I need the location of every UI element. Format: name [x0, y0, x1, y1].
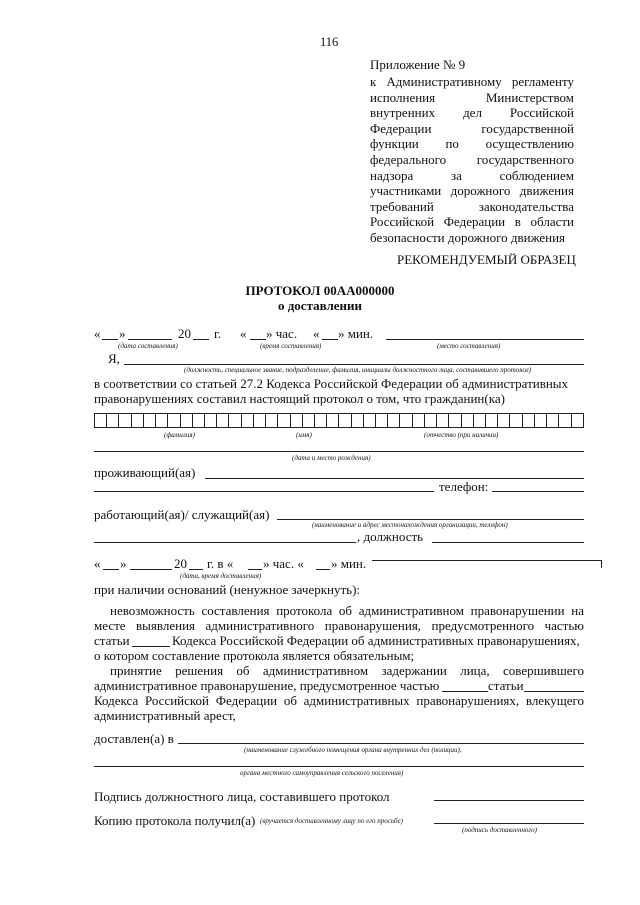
signature-official-label: Подпись должностного лица, составившего протокол	[94, 789, 390, 804]
delivery-hour-label: » час. «	[263, 556, 304, 571]
residing-field[interactable]	[205, 478, 584, 479]
appendix-line: надзора за соблюдением	[370, 167, 574, 183]
working-label: работающий(ая)/ служащий(ая)	[94, 507, 270, 522]
delivered-field[interactable]	[178, 743, 584, 744]
appendix-line: требований законодательства	[370, 198, 574, 214]
copy-received-label: Копию протокола получил(а)	[94, 813, 256, 828]
caption-birth: (дата и место рождения)	[292, 454, 371, 462]
delivery-hour-field[interactable]	[248, 569, 262, 570]
caption-time: (время составления)	[260, 342, 322, 350]
hour-label: » час.	[266, 326, 298, 341]
birth-field[interactable]	[94, 451, 584, 452]
position-field[interactable]	[432, 542, 584, 543]
caption-delivery: (дата, время доставления)	[180, 572, 262, 580]
delivery-g-v: г. в «	[207, 556, 234, 571]
appendix-line: Федерации государственной	[370, 120, 574, 136]
position-label: , должность	[357, 529, 424, 544]
grounds-label: при наличии оснований (ненужное зачеркнуть):	[94, 582, 361, 597]
delivery-minute-label: » мин.	[331, 556, 367, 571]
para2-line2-end: статьи	[488, 678, 524, 693]
appendix-line: к Административному регламенту	[370, 74, 574, 89]
delivery-day-field[interactable]	[103, 569, 119, 570]
ya-label: Я,	[108, 351, 120, 366]
protocol-title: ПРОТОКОЛ 00АА000000	[245, 283, 395, 298]
para2-line3: Кодекса Российской Федерации об административных правонарушениях, влекущего	[94, 693, 584, 708]
para1-line2: месте выявления административного правонарушения, предусмотренного частью	[94, 618, 584, 633]
hour-field[interactable]	[250, 339, 266, 340]
caption-org: (наименование и адрес местонахождения организации, телефон)	[312, 521, 508, 529]
place-field[interactable]	[386, 339, 584, 340]
appendix-line: исполнения Министерством	[370, 89, 574, 105]
signature-received-field[interactable]	[434, 823, 584, 824]
caption-signature: (подпись доставленного)	[462, 826, 537, 834]
page-number: 116	[320, 35, 339, 49]
delivery-minute-field[interactable]	[316, 569, 330, 570]
delivery-month-field[interactable]	[130, 569, 172, 570]
delivered-field-2[interactable]	[94, 766, 584, 767]
residing-field-2[interactable]	[94, 491, 434, 492]
minute-field[interactable]	[322, 339, 338, 340]
appendix-line: участниками дорожного движения	[370, 183, 574, 199]
year-prefix: 20	[178, 326, 191, 341]
appendix-line: безопасности дорожного движения	[370, 229, 566, 245]
article-field-1[interactable]	[132, 646, 170, 647]
delivered-label: доставлен(а) в	[94, 731, 174, 746]
day-field[interactable]	[102, 339, 118, 340]
month-field[interactable]	[128, 339, 172, 340]
protocol-subtitle: о доставлении	[277, 298, 363, 313]
quote-open: «	[94, 556, 101, 571]
para2-line2-start: административное правонарушение, предусмотренное частью	[94, 678, 440, 693]
delivery-year-prefix: 20	[174, 556, 187, 571]
caption-official: (должность, специальное звание, подразделение, фамилия, инициалы должностного лица, составившего протокол)	[184, 366, 532, 374]
intro-line-2: правонарушениях составил настоящий протокол о том, что гражданин(ка)	[94, 391, 505, 406]
para2-line1: принятие решения об административном задержании лица, совершившего	[110, 663, 584, 678]
appendix-line: федерального государственного	[370, 151, 574, 167]
appendix-line: Российской Федерации в области	[370, 214, 574, 230]
article-field-2[interactable]	[524, 691, 584, 692]
working-field[interactable]	[277, 519, 584, 520]
year-field[interactable]	[193, 339, 209, 340]
quote-close: »	[120, 556, 127, 571]
caption-place: (место составления)	[437, 342, 501, 350]
caption-date: (дата составления)	[118, 342, 178, 350]
para1-line3-end: Кодекса Российской Федерации об административных правонарушениях,	[172, 633, 580, 648]
phone-label: телефон:	[439, 479, 489, 494]
residing-label: проживающий(ая)	[94, 465, 196, 480]
minute-label: » мин.	[338, 326, 374, 341]
appendix-line: функции по осуществлению	[370, 136, 574, 152]
delivery-bracket	[372, 560, 602, 568]
para2-line4: административный арест,	[94, 708, 236, 723]
official-field[interactable]	[124, 364, 584, 365]
caption-name: (имя)	[296, 431, 312, 439]
para1-line3-start: статьи	[94, 633, 130, 648]
year-suffix: г.	[214, 326, 222, 341]
delivery-year-field[interactable]	[189, 569, 203, 570]
sample-label: РЕКОМЕНДУЕМЫЙ ОБРАЗЕЦ	[397, 252, 576, 267]
caption-patronymic: (отчество (при наличии)	[424, 431, 499, 439]
para1-line1: невозможность составления протокола об административном правонарушении на	[110, 603, 584, 618]
caption-local: органа местного самоуправления сельского поселения)	[240, 769, 404, 777]
appendix-line: внутренних дел Российской	[370, 105, 574, 121]
caption-surname: (фамилия)	[164, 431, 195, 439]
appendix-title: Приложение № 9	[370, 57, 466, 72]
signature-official-field[interactable]	[434, 800, 584, 801]
copy-note: (вручается доставленному лицу по его просьбе)	[260, 817, 403, 825]
quote-open: «	[94, 326, 101, 341]
phone-field[interactable]	[492, 491, 584, 492]
para1-line4: о котором составление протокола является обязательным;	[94, 648, 415, 663]
caption-premises: (наименование служебного помещения органа внутренних дел (полиции),	[244, 746, 462, 754]
quote-close: »	[119, 326, 126, 341]
appendix-text	[370, 74, 574, 246]
quote-open: «	[313, 326, 320, 341]
name-cells[interactable]	[94, 413, 584, 428]
quote-open: «	[240, 326, 247, 341]
org-field-2[interactable]	[94, 542, 356, 543]
part-field-2[interactable]	[442, 691, 488, 692]
intro-line-1: в соответствии со статьей 27.2 Кодекса Российской Федерации об административных	[94, 376, 569, 391]
